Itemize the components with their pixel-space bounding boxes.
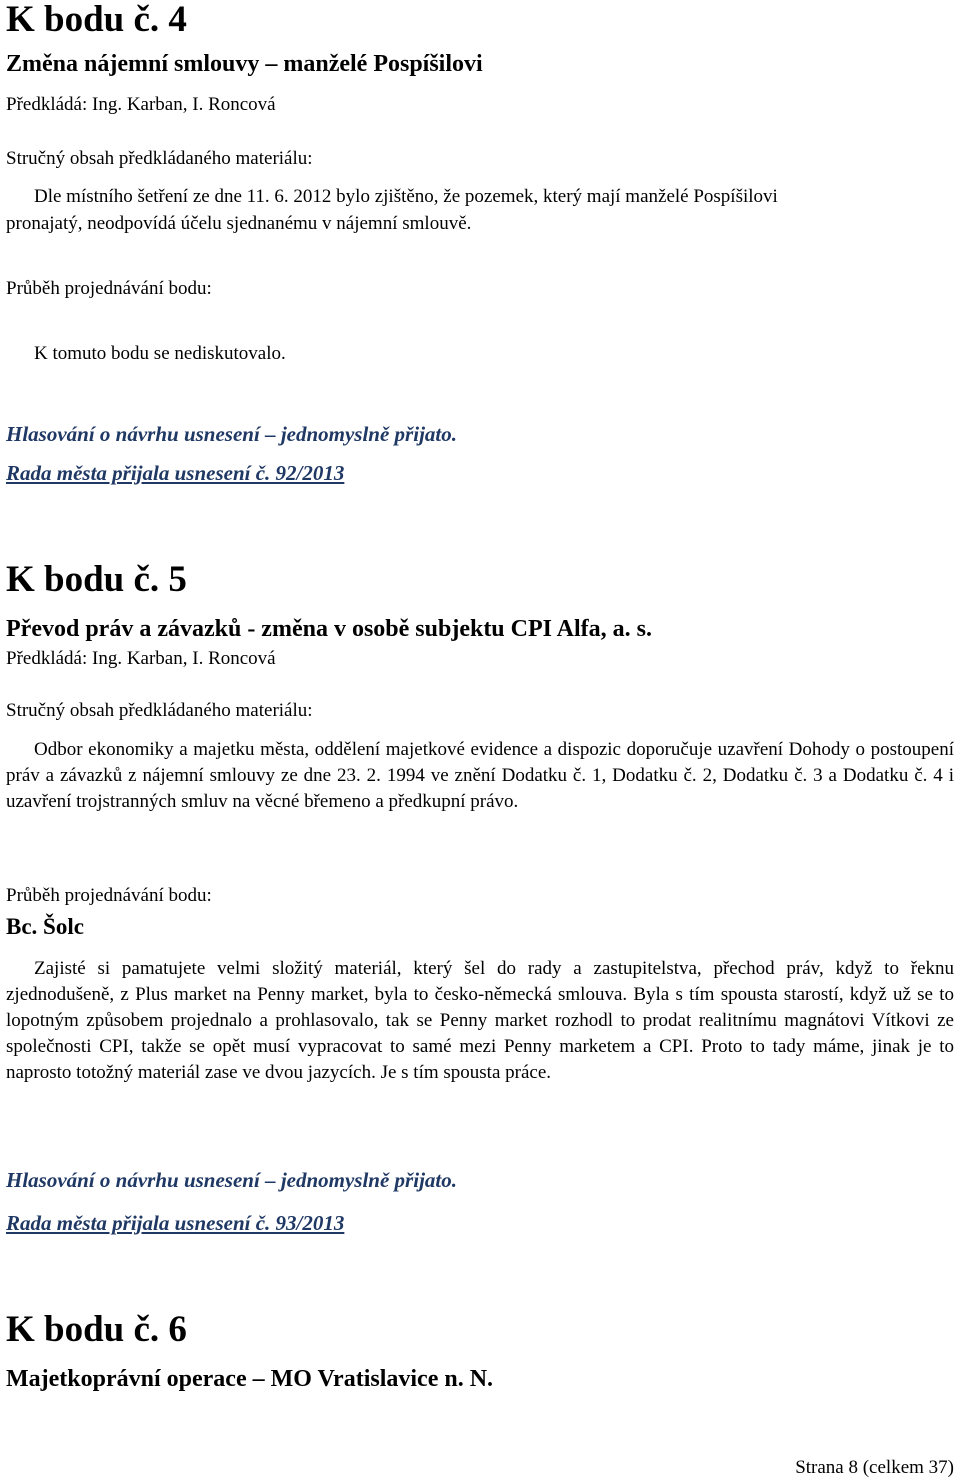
item4-discussion-text: K tomuto bodu se nediskutovalo. <box>34 343 286 364</box>
item5-heading: K bodu č. 5 <box>6 559 187 600</box>
item4-resolution: Rada města přijala usnesení č. 92/2013 <box>6 461 345 485</box>
item4-title: Změna nájemní smlouvy – manželé Pospíšilovi <box>6 51 483 77</box>
item5-resolution: Rada města přijala usnesení č. 93/2013 <box>6 1211 345 1235</box>
page-number: Strana 8 (celkem 37) <box>795 1457 954 1478</box>
item6-title: Majetkoprávní operace – MO Vratislavice n. N. <box>6 1366 494 1392</box>
item4-vote: Hlasování o návrhu usnesení – jednomyslně přijato. <box>6 422 457 446</box>
item4-summary-line2: pronajatý, neodpovídá účelu sjednanému v nájemní smlouvě. <box>6 213 472 234</box>
item5-presenter: Předkládá: Ing. Karban, I. Roncová <box>6 648 276 669</box>
item5-vote: Hlasování o návrhu usnesení – jednomyslně přijato. <box>6 1168 457 1192</box>
item5-summary-text: Odbor ekonomiky a majetku města, oddělení majetkové evidence a dispozic doporučuje uzavření Dohody o postoupení práv a závazků z nájemní smlouvy ze dne 23. 2. 1994 ve znění Dodatku č. 1, Dodatku č. 2, Dodatku č. 3 a Dodatku č. 4 i uzavření trojstranných smluv na věcné břemeno a předkupní právo. <box>6 739 954 812</box>
item4-presenter: Předkládá: Ing. Karban, I. Roncová <box>6 94 276 115</box>
item5-discussion-label: Průběh projednávání bodu: <box>6 885 212 906</box>
item5-title: Převod práv a závazků - změna v osobě subjektu CPI Alfa, a. s. <box>6 616 652 642</box>
item5-summary-label: Stručný obsah předkládaného materiálu: <box>6 700 313 721</box>
item5-speech: Zajisté si pamatujete velmi složitý materiál, který šel do rady a zastupitelstva, přechod práv, když to řeknu zjednodušeně, z Plus market na Penny market, byla to česko-německá smlouva. Byla s tím spousta starostí, když už se to lopotným způsobem projednalo a prohlasovalo, tak se Penny market rozhodl to prodat realitnímu magnátovi Vítkovi ze společnosti CPI, takže se opět musí vypracovat to samé mezi Penny marketem a CPI. Proto to tady máme, jinak je to naprosto totožný materiál zase ve dvou jazycích. Je s tím spousta práce. <box>6 958 954 1083</box>
item6-heading: K bodu č. 6 <box>6 1309 187 1350</box>
item4-discussion-label: Průběh projednávání bodu: <box>6 278 212 299</box>
item4-summary-line1: Dle místního šetření ze dne 11. 6. 2012 bylo zjištěno, že pozemek, který mají manželé Pospíšilovi <box>34 186 778 207</box>
item4-heading: K bodu č. 4 <box>6 0 187 40</box>
item4-summary-label: Stručný obsah předkládaného materiálu: <box>6 148 313 169</box>
item5-speaker: Bc. Šolc <box>6 914 84 939</box>
